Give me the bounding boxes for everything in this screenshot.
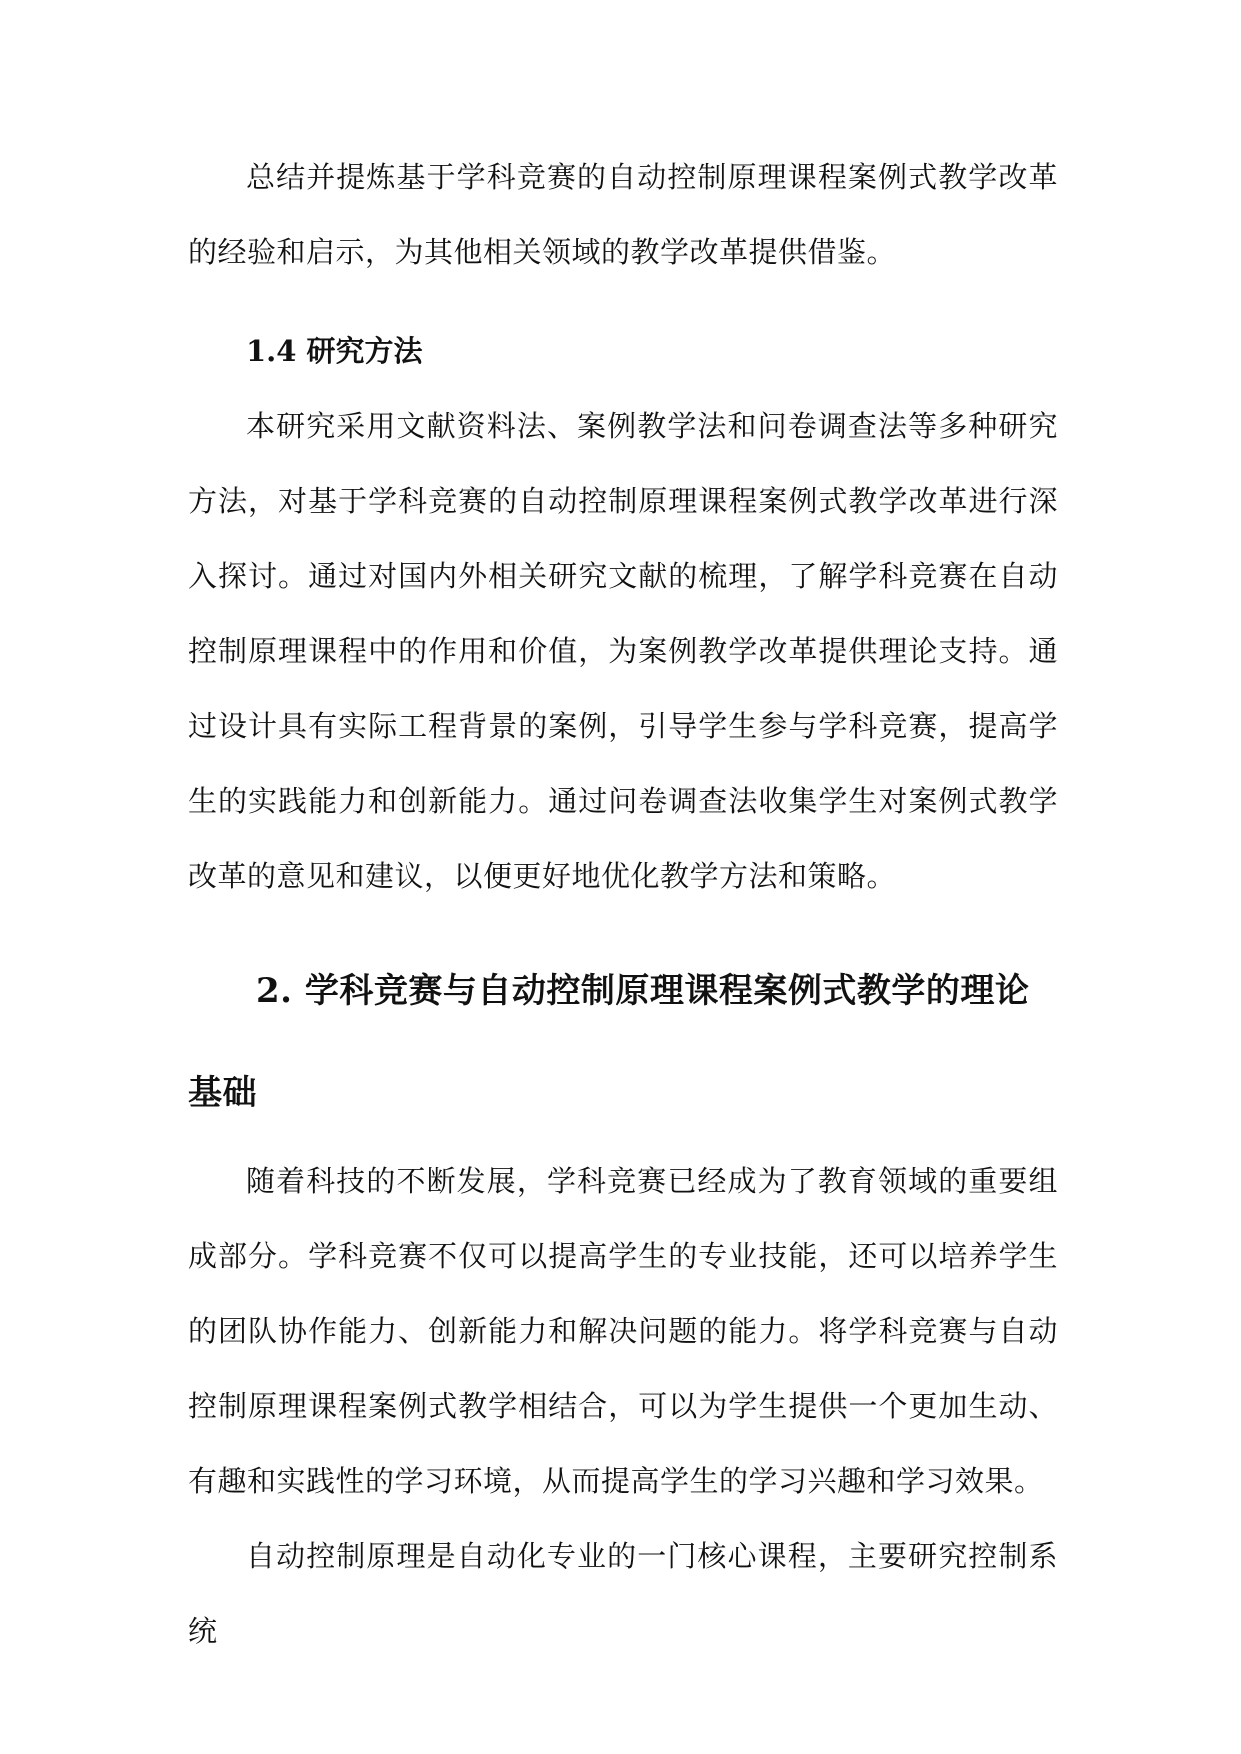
page-content xyxy=(188,140,1058,1669)
paragraph-research-methods: 本研究采用文献资料法、案例教学法和问卷调查法等多种研究方法，对基于学科竞赛的自动控制原理课程案例式教学改革进行深入探讨。通过对国内外相关研究文献的梳理，了解学科竞赛在自动控制原理课程中的作用和价值，为案例教学改革提供理论支持。通过设计具有实际工程背景的案例，引导学生参与学科竞赛，提高学生的实践能力和创新能力。通过问卷调查法收集学生对案例式教学改革的意见和建议，以便更好地优化教学方法和策略。 xyxy=(188,409,1058,893)
paragraph-summary: 总结并提炼基于学科竞赛的自动控制原理课程案例式教学改革的经验和启示，为其他相关领域的教学改革提供借鉴。 xyxy=(188,160,1058,269)
paragraph-competition-intro: 随着科技的不断发展，学科竞赛已经成为了教育领域的重要组成部分。学科竞赛不仅可以提高学生的专业技能，还可以培养学生的团队协作能力、创新能力和解决问题的能力。将学科竞赛与自动控制原理课程案例式教学相结合，可以为学生提供一个更加生动、有趣和实践性的学习环境，从而提高学生的学习兴趣和学习效果。 xyxy=(188,1164,1058,1498)
subheading-research-methods: 1.4 研究方法 xyxy=(246,334,423,368)
section-heading-theory: 2. 学科竞赛与自动控制原理课程案例式教学的理论基础 xyxy=(188,971,1030,1113)
paragraph-control-principle: 自动控制原理是自动化专业的一门核心课程，主要研究控制系统 xyxy=(188,1539,1058,1648)
